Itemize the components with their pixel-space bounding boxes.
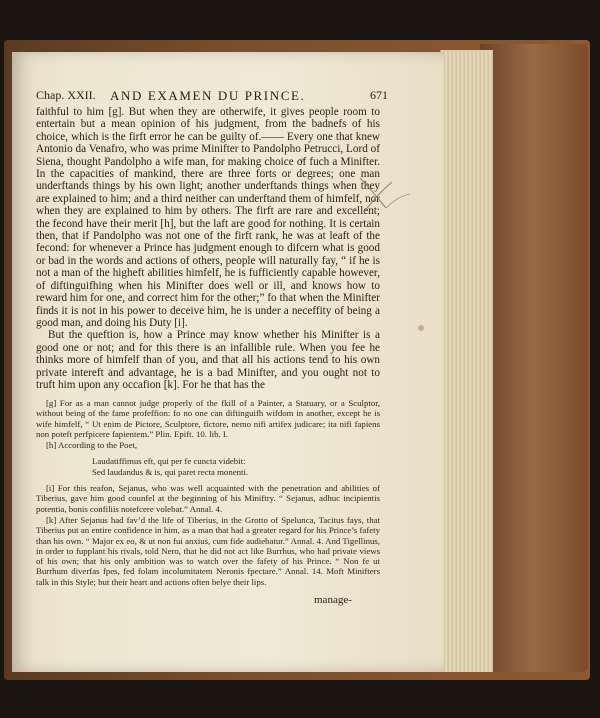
paragraph: faithful to him [g]. But when they are otherwife, it gives people room to entertain but a mean opinion of his judgment, from the badnefs of his choice, which is the firft error he can be guilty of.—— Every one that knew Antonio da Venafro, who was prime Minifter to Pandolpho Petrucci, Lord of Siena, thought Pandolpho a wife man, for making choice of fuch a Minifter. In the capacities of mankind, there are three forts or degrees; one man underftands things by his own light; another underftands things when they are explained to him; and a third neither can underftand them of himfelf, nor when they are explained to him by others. The firft are rare and excellent; the fecond have their merit [h], but the laft are good for nothing. It is certain then, that if Pandolpho was not one of the firft rank, he was at leaft of the fecond: for whenever a Prince has judgment enough to difcern what is good or bad in the words and actions of others, people will naturally fay, “ if he is not a man of the higheft abilities himfelf, he is fufficiently capable however, of diftinguifhing when his Minifter does well or ill, and knows how to reward him for one, and correct him for the other;” fo that when the Minifter finds it is not in his power to deceive him, he is under a neceffity of being a good man, and doing his Duty [i]. <box>36 106 380 329</box>
book-cover-edge <box>480 44 588 672</box>
page-number: 671 <box>370 88 388 102</box>
footnote-k: [k] After Sejanus had fav’d the life of Tiberius, in the Grotto of Spelunca, Tacitus fays, that Tiberius put an entire confidence in him, as a man that had a greater regard for his Prince’s fafety than his own. “ Major ex eo, & ut non fui anxius, cum fide audiebatur.” Annal. 4. And Tigellinus, in order to fupplant his rivals, told Nero, that he did not act like Burrhus, who had private views of his own; that his only ambition was to watch over the fafety of his Prince. “ Non fe ut Burrhum diverfas fpes, fed folam incolumitatem Neronis fpectare.” Annal. 14. Moft Minifters talk in this Style; but their heart and actions often belye their lips. <box>36 514 380 587</box>
main-text <box>36 106 380 391</box>
chapter-label: Chap. XXII. <box>36 88 96 102</box>
page-edges <box>440 50 493 672</box>
verse-line: Sed laudandus & is, qui paret recta monenti. <box>92 466 249 477</box>
foxing-spot <box>418 325 424 331</box>
running-header <box>36 88 388 104</box>
paragraph: But the queftion is, how a Prince may know whether his Minifter is a good one or not; and for this there is an infallible rule. When you fee he thinks more of himfelf than of you, and that all his actions tend to his own private intereft and advantage, he is a bad Minifter, and you ought not to truft him upon any occafion [k]. For he that has the <box>36 329 380 391</box>
footnote-h: [h] According to the Poet, <box>46 440 138 451</box>
footnote-g: [g] For as a man cannot judge properly of the fkill of a Painter, a Statuary, or a Sculptor, without being of the fame profeffion: fo no one can diftinguifh wifdom in another, except he is wife himfelf, “ Ut enim de Pictore, Sculptore, fictore, nemo nifi artifex judicare; ita nifi fapiens non poteft perfpicere fapientem.” Plin. Epift. 10. lib. I. <box>36 398 380 439</box>
running-title: AND EXAMEN DU PRINCE. <box>110 88 306 103</box>
catchword: manage- <box>314 594 352 606</box>
footnotes <box>36 398 380 588</box>
verse-quote <box>36 456 380 477</box>
verse-line: Laudatiffimus eft, qui per fe cuncta videbit: <box>92 456 246 467</box>
footnote-i: [i] For this reafon, Sejanus, who was well acquainted with the penetration and abilities of Tiberius, gave him good counfel at the beginning of his Miniftry. “ Sejanus, adhuc incipientis potentia, bonis confiliis notefcere volebat.” Annal. 4. <box>36 483 380 514</box>
pencil-annotation-icon <box>356 172 416 222</box>
